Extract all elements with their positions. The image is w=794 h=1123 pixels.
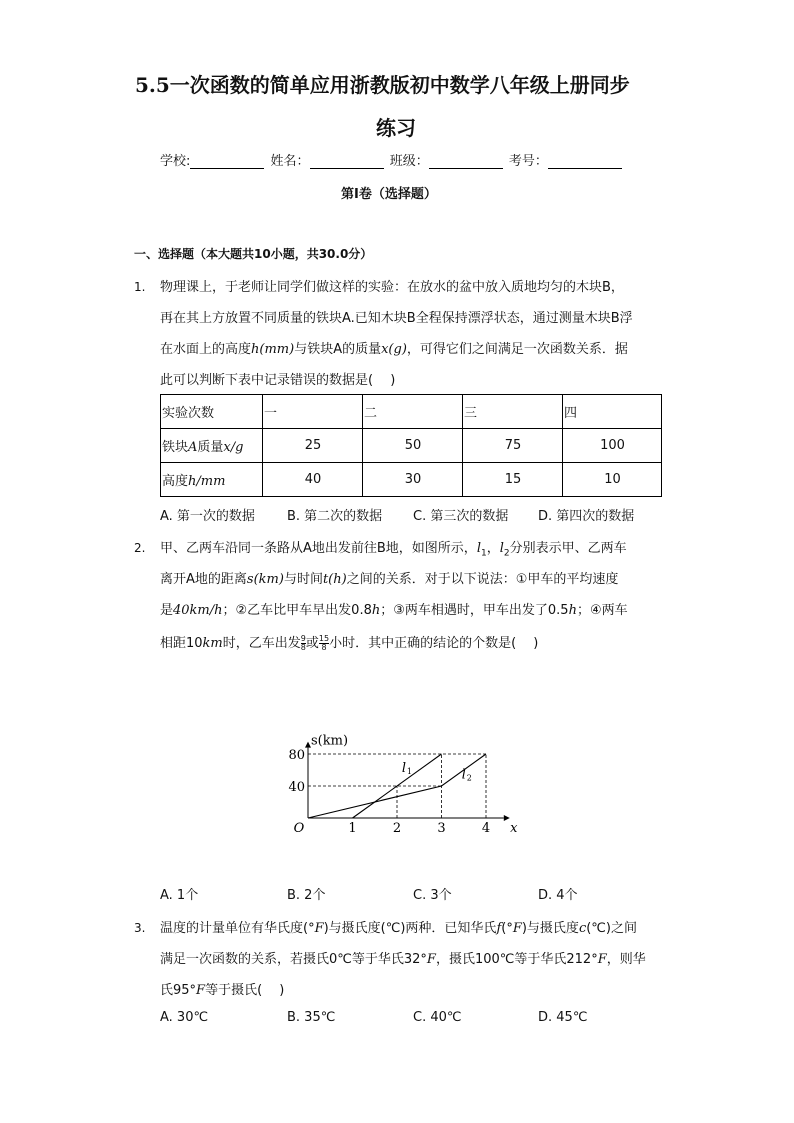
- table-row: [161, 429, 662, 463]
- table-cell: 四: [563, 395, 662, 429]
- q2-text: 时，乙车出发: [222, 636, 301, 651]
- q2-option-c[interactable]: C. 3个: [413, 888, 452, 903]
- q1-number: 1.: [134, 280, 146, 294]
- q1-option-d[interactable]: D. 第四次的数据: [538, 509, 635, 524]
- q3-text: 等于摄氏( ): [205, 983, 285, 998]
- q3-option-d[interactable]: D. 45℃: [538, 1010, 588, 1025]
- x-tick-label: 1: [348, 821, 357, 836]
- fraction-denominator: 8: [321, 643, 327, 652]
- q3-unit: °F: [308, 921, 324, 936]
- q2-text: 分别表示甲、乙两车: [509, 541, 627, 556]
- section-title: 一、选择题（本大题共10小题，共30.0分）: [134, 247, 373, 261]
- q2-var: t(h): [322, 572, 347, 587]
- q2-var-l2: l: [499, 541, 504, 556]
- x-tick-label: 3: [437, 821, 446, 836]
- table-cell: 三: [463, 395, 563, 429]
- series-label-sub: 1: [406, 767, 412, 776]
- q3-var: c: [578, 921, 587, 936]
- q1-line2: 再在其上方放置不同质量的铁块A.已知木块B全程保持漂浮状态，通过测量木块B浮: [160, 311, 633, 326]
- table-cell: 40: [263, 463, 363, 497]
- q1-option-a[interactable]: A. 第一次的数据: [160, 509, 255, 524]
- q2-var: 40km/h: [173, 603, 223, 618]
- volume-title: 第I卷（选择题）: [341, 187, 437, 202]
- fraction-numerator: 15: [318, 634, 330, 643]
- table-cell: 75: [463, 429, 563, 463]
- q3-option-c[interactable]: C. 40℃: [413, 1010, 462, 1025]
- label-text: 铁块: [162, 440, 189, 455]
- q2-text: 离开A地的距离: [160, 572, 247, 587]
- table-row: [161, 463, 662, 497]
- doc-title-line2: 练习: [376, 116, 416, 140]
- q3-var: f: [496, 921, 502, 936]
- label-text: 高度: [162, 474, 189, 489]
- school-label: 学校:: [160, 154, 191, 169]
- q2-text: 是: [160, 603, 174, 618]
- doc-title-line1: 5.5一次函数的简单应用浙教版初中数学八年级上册同步: [135, 73, 630, 97]
- chart-labels: [288, 734, 518, 836]
- q3-text: 满足一次函数的关系，若摄氏0℃等于华氏32: [160, 952, 421, 967]
- class-label: 班级：: [389, 154, 429, 169]
- fraction-denominator: 8: [300, 643, 306, 652]
- table-row-label: [161, 429, 263, 463]
- q2-var: h: [568, 603, 577, 618]
- q2-line4: [160, 632, 538, 652]
- y-axis-label: s(km): [311, 733, 349, 749]
- q2-text: 小时．其中正确的结论的个数是( ): [329, 636, 539, 651]
- table-cell: 二: [363, 395, 463, 429]
- table-row-label: [161, 463, 263, 497]
- q3-option-b[interactable]: B. 35℃: [287, 1010, 336, 1025]
- y-tick-label: 80: [288, 748, 305, 763]
- number-blank: [548, 155, 622, 169]
- q3-line1: [160, 917, 637, 936]
- q1-text: 与铁块A的质量: [294, 342, 382, 357]
- x-tick-label: 2: [392, 821, 402, 836]
- q2-line3: [160, 599, 628, 618]
- q2-text: 甲、乙两车沿同一条路从A地出发前往B地，如图所示，: [160, 541, 477, 556]
- table-cell: 50: [363, 429, 463, 463]
- q3-text: (℃)之间: [586, 921, 637, 936]
- q3-option-a[interactable]: A. 30℃: [160, 1010, 209, 1025]
- q2-text: 或: [305, 636, 319, 651]
- q1-line4: 此可以判断下表中记录错误的数据是( ): [160, 373, 396, 388]
- q2-text: ，: [486, 541, 500, 556]
- q3-line3: [160, 979, 284, 998]
- q2-line2: [160, 568, 618, 587]
- x-tick-label: 4: [481, 821, 491, 836]
- q2-text: ；④两车: [576, 603, 628, 618]
- q3-unit: °F: [506, 921, 522, 936]
- q1-option-b[interactable]: B. 第二次的数据: [287, 509, 383, 524]
- q1-var-x: x(g): [381, 342, 407, 357]
- q1-text: 在水面上的高度: [160, 342, 252, 357]
- origin-label: O: [293, 821, 305, 836]
- q2-option-a[interactable]: A. 1个: [160, 888, 199, 903]
- series-label-l2: l: [461, 767, 466, 783]
- label-text: 质量: [197, 440, 224, 455]
- table-cell: 30: [363, 463, 463, 497]
- q3-line2: [160, 948, 646, 967]
- school-blank: [190, 155, 264, 169]
- q3-unit: °F: [189, 983, 206, 998]
- q2-var: km: [202, 636, 223, 651]
- q2-var-l1: l: [476, 541, 481, 556]
- q2-text: 与时间: [283, 572, 323, 587]
- q3-number: 3.: [134, 921, 146, 935]
- q1-option-c[interactable]: C. 第三次的数据: [413, 509, 509, 524]
- q2-option-b[interactable]: B. 2个: [287, 888, 326, 903]
- number-label: 考号：: [508, 154, 548, 169]
- q3-unit: °F: [591, 952, 607, 967]
- q1-text: ，可得它们之间满足一次函数关系．据: [406, 342, 628, 357]
- q3-text: ，摄氏100℃等于华氏212: [435, 952, 592, 967]
- q2-text: ；③两车相遇时，甲车出发了0.5: [380, 603, 569, 618]
- q2-sub: 2: [503, 548, 510, 559]
- q2-text: ；②乙车比甲车早出发0.8: [222, 603, 372, 618]
- table-cell: 15: [463, 463, 563, 497]
- fraction: [319, 635, 329, 652]
- name-blank: [310, 155, 384, 169]
- class-blank: [429, 155, 503, 169]
- q3-text: ，则华: [606, 952, 646, 967]
- q2-option-d[interactable]: D. 4个: [538, 888, 578, 903]
- x-axis-label: x: [510, 821, 518, 836]
- q2-sub: 1: [480, 548, 487, 559]
- series-label-sub: 2: [466, 773, 472, 783]
- fraction-numerator: 9: [300, 634, 306, 643]
- name-label: 姓名：: [270, 154, 310, 169]
- q2-text: 相距10: [160, 636, 203, 651]
- student-info-row: [160, 150, 624, 169]
- q2-var: h: [371, 603, 381, 618]
- q3-text: (: [501, 921, 507, 936]
- q2-text: 之间的关系．对于以下说法：①甲车的平均速度: [346, 572, 619, 587]
- table-cell: 一: [263, 395, 363, 429]
- q3-text: )与摄氏度: [521, 921, 579, 936]
- q3-unit: °F: [420, 952, 436, 967]
- q3-text: 氏95: [160, 983, 190, 998]
- q3-text: 温度的计量单位有华氏度(: [160, 921, 309, 936]
- q1-var-h: h(mm): [251, 342, 295, 357]
- distance-time-chart: [270, 660, 520, 845]
- q2-number: 2.: [134, 541, 146, 555]
- table-cell: 实验次数: [161, 395, 263, 429]
- q1-line3: [160, 338, 628, 357]
- label-unit: x/g: [223, 440, 244, 455]
- table-cell: 25: [263, 429, 363, 463]
- q2-var: s(km): [246, 572, 284, 587]
- table-header-row: [161, 395, 662, 429]
- table-cell: 100: [563, 429, 662, 463]
- q1-line1: 物理课上，于老师让同学们做这样的实验：在放水的盆中放入质地均匀的木块B，: [160, 280, 624, 295]
- table-cell: 10: [563, 463, 662, 497]
- label-unit: h/mm: [188, 474, 226, 489]
- series-label-l1: l: [401, 761, 407, 776]
- y-tick-label: 40: [288, 780, 305, 795]
- q2-line1: [160, 537, 627, 559]
- experiment-table: [160, 394, 662, 497]
- x-axis-arrow: [504, 815, 510, 821]
- q3-text: )与摄氏度(℃)两种．已知华氏: [323, 921, 497, 936]
- label-var: A: [188, 440, 198, 455]
